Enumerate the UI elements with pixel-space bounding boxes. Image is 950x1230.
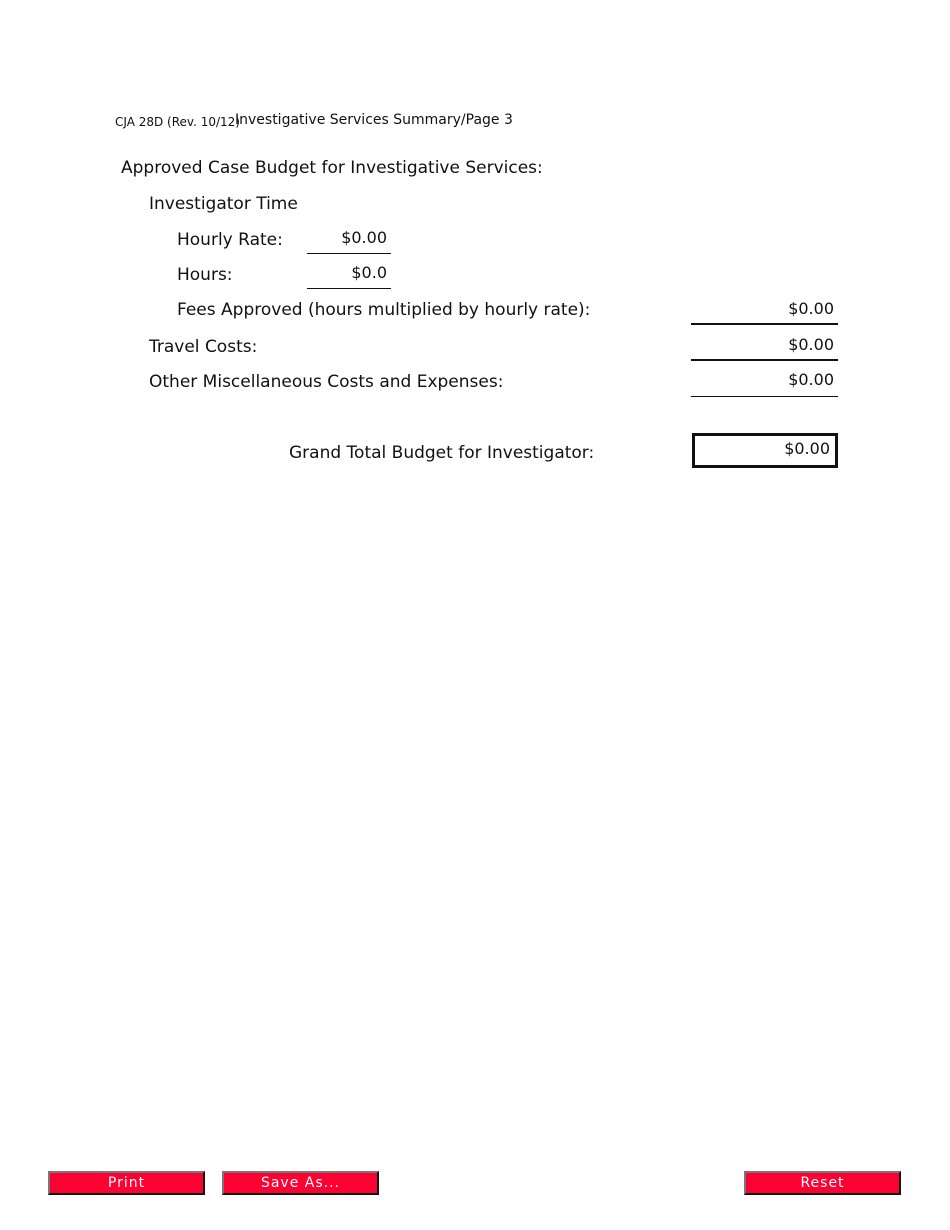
misc-costs-label: Other Miscellaneous Costs and Expenses:	[149, 372, 504, 392]
save-as-button[interactable]: Save As...	[222, 1171, 379, 1195]
investigator-time-heading: Investigator Time	[149, 194, 298, 214]
hours-label: Hours:	[177, 265, 233, 285]
fees-approved-field[interactable]: $0.00	[691, 296, 838, 325]
grand-total-label: Grand Total Budget for Investigator:	[289, 443, 595, 463]
form-id: CJA 28D (Rev. 10/12)	[115, 115, 240, 129]
misc-costs-field[interactable]: $0.00	[691, 366, 838, 397]
travel-costs-label: Travel Costs:	[149, 337, 258, 357]
travel-costs-field[interactable]: $0.00	[691, 331, 838, 361]
print-button[interactable]: Print	[48, 1171, 205, 1195]
grand-total-field[interactable]: $0.00	[692, 433, 838, 468]
budget-heading: Approved Case Budget for Investigative Services:	[121, 158, 543, 178]
page-title: Investigative Services Summary/Page 3	[235, 112, 513, 128]
hourly-rate-label: Hourly Rate:	[177, 230, 283, 250]
hourly-rate-field[interactable]: $0.00	[307, 226, 391, 254]
fees-approved-label: Fees Approved (hours multiplied by hourly rate):	[177, 300, 591, 320]
hours-field[interactable]: $0.0	[307, 261, 391, 289]
reset-button[interactable]: Reset	[744, 1171, 901, 1195]
